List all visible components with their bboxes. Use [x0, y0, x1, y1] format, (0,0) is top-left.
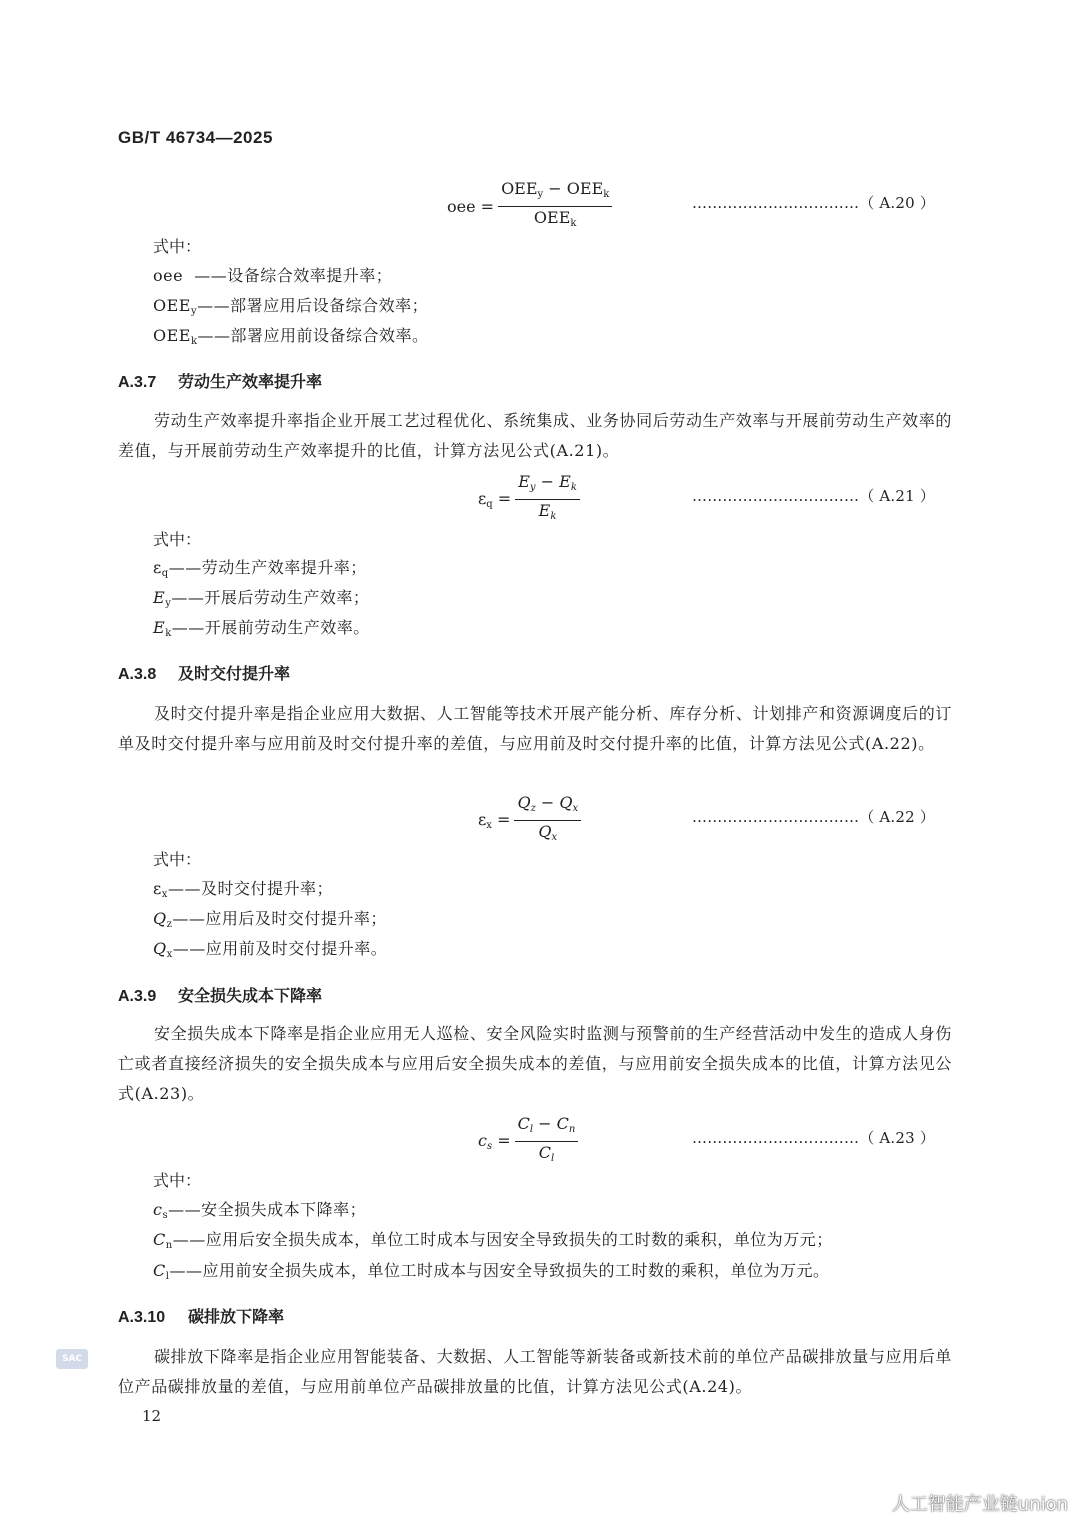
- sac-logo: SAC: [56, 1349, 88, 1369]
- where-label: 式中：: [153, 530, 202, 549]
- where-label: 式中：: [153, 1171, 202, 1190]
- equation-number-a23: ……………………………（ A.23 ）: [692, 1129, 936, 1147]
- denominator: $E_k$: [538, 501, 557, 522]
- definition-line: $\varepsilon_q——$劳动生产效率提升率；: [153, 558, 367, 579]
- numerator: $OEE_y - OEE_k$: [498, 178, 612, 207]
- definition-line: oee ——设备综合效率提升率；: [153, 266, 393, 285]
- definition-line: $E_y——$开展后劳动生产效率；: [153, 588, 370, 609]
- paragraph-a39: 安全损失成本下降率是指企业应用无人巡检、安全风险实时监测与预警前的生产经营活动中发生的造成人身伤亡或者直接经济损失的安全损失成本与应用后安全损失成本的差值，与应用前安全损失成本的比值，计算方法见公式(A.23)。: [118, 1024, 952, 1103]
- denominator: $C_l$: [538, 1143, 555, 1164]
- section-heading-a38: A.3.8 及时交付提升率: [118, 666, 291, 683]
- standard-id: GB/T 46734—2025: [118, 128, 273, 147]
- where-label: 式中：: [153, 237, 202, 256]
- fraction: [514, 792, 581, 849]
- definition-line: $C_n——$应用后安全损失成本，单位工时成本与因安全导致损失的工时数的乘积，单位为万元；: [153, 1230, 833, 1251]
- definition-line: $Q_z——$应用后及时交付提升率；: [153, 909, 387, 930]
- equation-number-a22: ……………………………（ A.22 ）: [692, 808, 936, 826]
- denominator: $OEE_k$: [533, 208, 577, 229]
- watermark: 人工智能产业链union: [891, 1494, 1068, 1515]
- paragraph-a310: 碳排放下降率是指企业应用智能装备、大数据、人工智能等新装备或新技术前的单位产品碳排放量与应用后单位产品碳排放量的差值，与应用前单位产品碳排放量的比值，计算方法见公式(A.24)。: [118, 1347, 952, 1396]
- where-label: 式中：: [153, 850, 202, 869]
- definition-line: $OEE_y——$部署应用后设备综合效率；: [153, 296, 429, 317]
- formula-lhs: $c_s$ =: [478, 1131, 511, 1152]
- formula-a23: [478, 1113, 578, 1170]
- section-heading-a310: A.3.10 碳排放下降率: [118, 1309, 285, 1326]
- equation-number-a20: ……………………………（ A.20 ）: [692, 194, 936, 212]
- fraction: [515, 471, 580, 528]
- section-heading-a37: A.3.7 劳动生产效率提升率: [118, 374, 323, 391]
- section-heading-a39: A.3.9 安全损失成本下降率: [118, 988, 323, 1005]
- numerator: $C_l - C_n$: [515, 1113, 579, 1142]
- definition-line: $E_k——$开展前劳动生产效率。: [153, 618, 370, 639]
- definition-line: $c_s——$安全损失成本下降率；: [153, 1200, 367, 1221]
- fraction: [515, 1113, 579, 1170]
- fraction: [498, 178, 612, 235]
- equation-number-a21: ……………………………（ A.21 ）: [692, 487, 936, 505]
- paragraph-a37: 劳动生产效率提升率指企业开展工艺过程优化、系统集成、业务协同后劳动生产效率与开展前劳动生产效率的差值，与开展前劳动生产效率提升的比值，计算方法见公式(A.21)。: [118, 411, 952, 460]
- definition-line: $Q_x——$应用前及时交付提升率。: [153, 939, 388, 960]
- formula-lhs: oee =: [447, 197, 495, 216]
- paragraph-a38: 及时交付提升率是指企业应用大数据、人工智能等技术开展产能分析、库存分析、计划排产和资源调度后的订单及时交付提升率与应用前及时交付提升率的差值，与应用前及时交付提升率的比值，计算方法见公式(A.22)。: [118, 704, 952, 753]
- formula-lhs: $\varepsilon_x$ =: [478, 810, 511, 831]
- formula-a21: [478, 471, 580, 528]
- numerator: $E_y - E_k$: [515, 471, 580, 500]
- formula-lhs: $\varepsilon_q$ =: [478, 489, 512, 510]
- formula-a22: [478, 792, 581, 849]
- formula-a20: [447, 178, 612, 235]
- page-number: 12: [142, 1407, 162, 1425]
- definition-line: $C_l——$应用前安全损失成本，单位工时成本与因安全导致损失的工时数的乘积，单位为万元。: [153, 1261, 830, 1282]
- definition-line: $OEE_k——$部署应用前设备综合效率。: [153, 326, 429, 347]
- numerator: $Q_z - Q_x$: [514, 792, 581, 821]
- denominator: $Q_x$: [538, 822, 558, 843]
- definition-line: $\varepsilon_x——$及时交付提升率；: [153, 879, 333, 900]
